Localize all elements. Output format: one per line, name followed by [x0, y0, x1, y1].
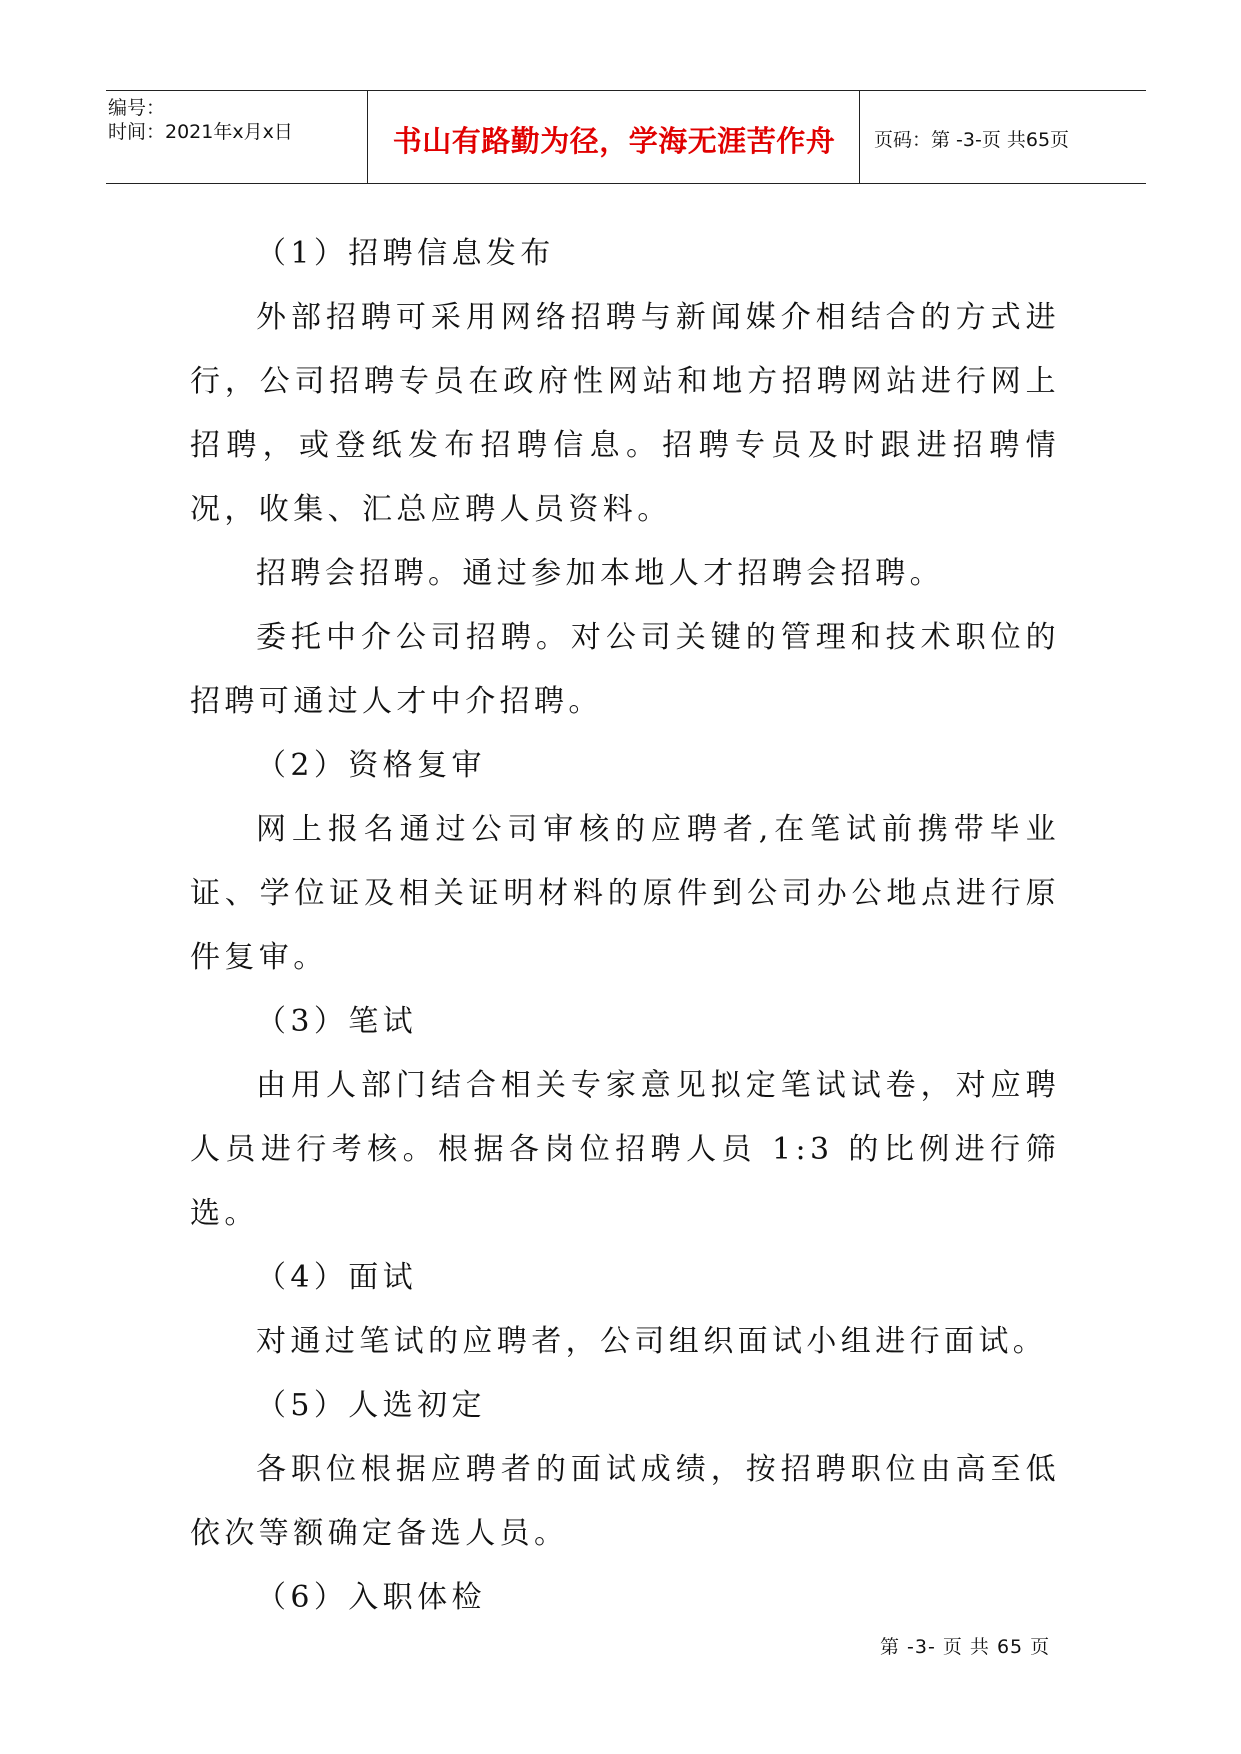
page-header	[106, 90, 1146, 184]
header-meta-cell	[106, 91, 368, 183]
document-date-label: 时间：2021年x月x日	[108, 121, 293, 143]
section-heading-medical-exam: （6）入职体检	[256, 1580, 486, 1615]
document-body	[190, 222, 1060, 1630]
section-heading-recruitment-info: （1）招聘信息发布	[256, 236, 555, 271]
section-heading-written-test: （3）笔试	[256, 1004, 418, 1039]
header-page-number: 页码：第 -3-页 共65页	[874, 129, 1070, 151]
header-motto-cell	[368, 91, 860, 183]
section-heading-qualification-review: （2）资格复审	[256, 748, 486, 783]
section-heading-interview: （4）面试	[256, 1260, 418, 1295]
paragraph-external-recruitment: 外部招聘可采用网络招聘与新闻媒介相结合的方式进行，公司招聘专员在政府性网站和地方招聘网站进行网上招聘，或登纸发布招聘信息。招聘专员及时跟进招聘情况，收集、汇总应聘人员资料。	[190, 300, 1060, 527]
paragraph-written-test: 由用人部门结合相关专家意见拟定笔试试卷，对应聘人员进行考核。根据各岗位招聘人员 1:3 的比例进行筛选。	[190, 1068, 1060, 1231]
paragraph-qualification-review: 网上报名通过公司审核的应聘者,在笔试前携带毕业证、学位证及相关证明材料的原件到公司办公地点进行原件复审。	[190, 812, 1060, 975]
document-number-label: 编号：	[108, 97, 166, 119]
paragraph-candidate-selection: 各职位根据应聘者的面试成绩，按招聘职位由高至低依次等额确定备选人员。	[190, 1452, 1060, 1551]
header-page-cell	[860, 91, 1146, 183]
section-heading-candidate-selection: （5）人选初定	[256, 1388, 486, 1423]
paragraph-interview: 对通过笔试的应聘者，公司组织面试小组进行面试。	[256, 1324, 1048, 1359]
page-footer: 第 -3- 页 共 65 页	[880, 1636, 1051, 1658]
header-motto: 书山有路勤为径，学海无涯苦作舟	[392, 124, 836, 158]
paragraph-job-fair: 招聘会招聘。通过参加本地人才招聘会招聘。	[256, 556, 944, 591]
paragraph-agency: 委托中介公司招聘。对公司关键的管理和技术职位的招聘可通过人才中介招聘。	[190, 620, 1060, 719]
